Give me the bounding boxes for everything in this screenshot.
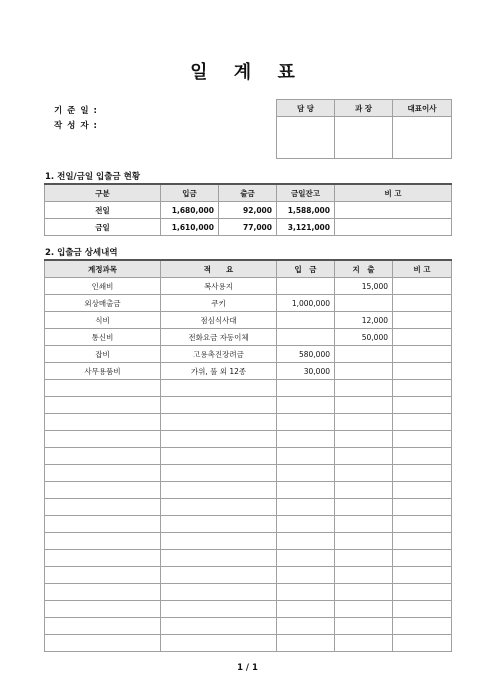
page-title: 일 계 표 xyxy=(190,62,305,83)
detail-cell-account[interactable] xyxy=(45,533,161,550)
detail-cell-description[interactable]: 쿠키 xyxy=(161,295,277,312)
detail-cell-deposit[interactable] xyxy=(277,482,335,499)
summary-cell-withdrawal: 92,000 xyxy=(219,202,277,219)
detail-cell-deposit[interactable] xyxy=(277,431,335,448)
detail-cell-description[interactable] xyxy=(161,465,277,482)
detail-cell-description[interactable]: 복사용지 xyxy=(161,278,277,295)
detail-header-deposit: 입 금 xyxy=(277,260,335,278)
detail-cell-expense[interactable] xyxy=(335,295,393,312)
summary-row xyxy=(45,219,452,236)
section1-title: 1. 전일/금일 입출금 현황 xyxy=(45,172,141,182)
detail-cell-account[interactable] xyxy=(45,448,161,465)
detail-cell-remarks[interactable] xyxy=(393,601,452,618)
summary-header-deposit: 입금 xyxy=(161,184,219,202)
detail-row xyxy=(45,363,452,380)
detail-cell-description[interactable] xyxy=(161,482,277,499)
detail-cell-expense[interactable]: 15,000 xyxy=(335,278,393,295)
detail-cell-expense[interactable] xyxy=(335,414,393,431)
detail-empty-row xyxy=(45,482,452,499)
detail-cell-remarks[interactable] xyxy=(393,295,452,312)
summary-cell-balance: 3,121,000 xyxy=(277,219,335,236)
detail-cell-account[interactable] xyxy=(45,567,161,584)
detail-cell-remarks[interactable] xyxy=(393,618,452,635)
detail-empty-row xyxy=(45,567,452,584)
summary-cell-remarks[interactable] xyxy=(335,219,452,236)
detail-empty-row xyxy=(45,635,452,652)
summary-cell-withdrawal: 77,000 xyxy=(219,219,277,236)
author-label: 작 성 자 : xyxy=(54,121,98,131)
detail-cell-account[interactable] xyxy=(45,499,161,516)
detail-cell-account[interactable]: 인쇄비 xyxy=(45,278,161,295)
detail-cell-remarks[interactable] xyxy=(393,550,452,567)
detail-cell-deposit[interactable] xyxy=(277,533,335,550)
detail-cell-account[interactable] xyxy=(45,414,161,431)
detail-cell-deposit[interactable] xyxy=(277,550,335,567)
detail-cell-remarks[interactable] xyxy=(393,346,452,363)
detail-header-remarks: 비 고 xyxy=(393,260,452,278)
detail-cell-account[interactable]: 외상매출금 xyxy=(45,295,161,312)
detail-cell-expense[interactable] xyxy=(335,567,393,584)
detail-cell-description[interactable] xyxy=(161,431,277,448)
detail-cell-remarks[interactable] xyxy=(393,329,452,346)
summary-cell-category: 금일 xyxy=(45,219,161,236)
detail-empty-row xyxy=(45,550,452,567)
summary-cell-balance: 1,588,000 xyxy=(277,202,335,219)
detail-cell-description[interactable]: 가위, 풀 외 12종 xyxy=(161,363,277,380)
detail-cell-description[interactable] xyxy=(161,499,277,516)
detail-cell-remarks[interactable] xyxy=(393,584,452,601)
detail-cell-deposit[interactable] xyxy=(277,312,335,329)
detail-cell-description[interactable] xyxy=(161,567,277,584)
section2-title: 2. 입출금 상세내역 xyxy=(45,248,118,258)
detail-cell-expense[interactable] xyxy=(335,584,393,601)
detail-empty-row xyxy=(45,499,452,516)
detail-cell-deposit[interactable] xyxy=(277,567,335,584)
detail-cell-expense[interactable] xyxy=(335,550,393,567)
detail-cell-account[interactable]: 식비 xyxy=(45,312,161,329)
detail-cell-description[interactable] xyxy=(161,635,277,652)
detail-cell-deposit[interactable] xyxy=(277,465,335,482)
detail-cell-remarks[interactable] xyxy=(393,363,452,380)
detail-cell-expense[interactable] xyxy=(335,635,393,652)
detail-empty-row xyxy=(45,601,452,618)
approval-sign-staff[interactable] xyxy=(277,117,335,159)
detail-cell-expense[interactable] xyxy=(335,516,393,533)
detail-cell-remarks[interactable] xyxy=(393,380,452,397)
approval-sign-ceo[interactable] xyxy=(393,117,452,159)
approval-header-staff: 담 당 xyxy=(277,100,335,117)
detail-cell-deposit[interactable] xyxy=(277,516,335,533)
detail-cell-deposit[interactable] xyxy=(277,499,335,516)
detail-cell-account[interactable] xyxy=(45,635,161,652)
detail-cell-expense[interactable] xyxy=(335,431,393,448)
detail-row xyxy=(45,312,452,329)
detail-cell-expense[interactable] xyxy=(335,618,393,635)
detail-cell-deposit[interactable] xyxy=(277,329,335,346)
detail-empty-row xyxy=(45,618,452,635)
detail-header-account: 계정과목 xyxy=(45,260,161,278)
detail-cell-expense[interactable] xyxy=(335,363,393,380)
detail-empty-row xyxy=(45,397,452,414)
detail-empty-row xyxy=(45,380,452,397)
date-label: 기 준 일 : xyxy=(54,106,98,116)
detail-cell-description[interactable] xyxy=(161,516,277,533)
detail-cell-expense[interactable] xyxy=(335,397,393,414)
detail-cell-expense[interactable] xyxy=(335,499,393,516)
detail-cell-deposit[interactable] xyxy=(277,618,335,635)
detail-empty-row xyxy=(45,516,452,533)
detail-cell-account[interactable] xyxy=(45,431,161,448)
detail-empty-row xyxy=(45,533,452,550)
detail-row xyxy=(45,295,452,312)
detail-cell-remarks[interactable] xyxy=(393,312,452,329)
summary-row xyxy=(45,202,452,219)
detail-cell-description[interactable] xyxy=(161,618,277,635)
detail-header-expense: 지 출 xyxy=(335,260,393,278)
detail-cell-expense[interactable] xyxy=(335,465,393,482)
detail-cell-description[interactable] xyxy=(161,601,277,618)
detail-cell-deposit[interactable]: 580,000 xyxy=(277,346,335,363)
detail-cell-remarks[interactable] xyxy=(393,516,452,533)
detail-cell-remarks[interactable] xyxy=(393,499,452,516)
summary-header-withdrawal: 출금 xyxy=(219,184,277,202)
detail-cell-account[interactable] xyxy=(45,584,161,601)
summary-cell-remarks[interactable] xyxy=(335,202,452,219)
detail-cell-account[interactable] xyxy=(45,550,161,567)
detail-cell-deposit[interactable]: 30,000 xyxy=(277,363,335,380)
detail-cell-deposit[interactable] xyxy=(277,414,335,431)
detail-cell-remarks[interactable] xyxy=(393,567,452,584)
detail-cell-account[interactable] xyxy=(45,380,161,397)
detail-cell-expense[interactable] xyxy=(335,533,393,550)
detail-empty-row xyxy=(45,584,452,601)
approval-header-manager: 과 장 xyxy=(335,100,393,117)
approval-sign-manager[interactable] xyxy=(335,117,393,159)
detail-cell-expense[interactable]: 12,000 xyxy=(335,312,393,329)
detail-cell-account[interactable] xyxy=(45,397,161,414)
detail-cell-deposit[interactable] xyxy=(277,601,335,618)
detail-cell-description[interactable]: 전화요금 자동이체 xyxy=(161,329,277,346)
detail-cell-account[interactable]: 통신비 xyxy=(45,329,161,346)
detail-cell-deposit[interactable] xyxy=(277,278,335,295)
summary-header-remarks: 비 고 xyxy=(335,184,452,202)
detail-cell-expense[interactable] xyxy=(335,346,393,363)
detail-table xyxy=(44,259,452,652)
detail-cell-description[interactable] xyxy=(161,584,277,601)
summary-cell-deposit: 1,610,000 xyxy=(161,219,219,236)
detail-empty-row xyxy=(45,448,452,465)
detail-cell-account[interactable]: 사무용품비 xyxy=(45,363,161,380)
detail-cell-remarks[interactable] xyxy=(393,448,452,465)
detail-cell-account[interactable] xyxy=(45,516,161,533)
detail-cell-description[interactable]: 점심식사대 xyxy=(161,312,277,329)
detail-cell-remarks[interactable] xyxy=(393,635,452,652)
detail-cell-account[interactable]: 잡비 xyxy=(45,346,161,363)
detail-cell-deposit[interactable] xyxy=(277,397,335,414)
approval-header-ceo: 대표이사 xyxy=(393,100,452,117)
detail-row xyxy=(45,278,452,295)
detail-cell-remarks[interactable] xyxy=(393,414,452,431)
detail-cell-account[interactable] xyxy=(45,601,161,618)
detail-cell-deposit[interactable] xyxy=(277,448,335,465)
detail-cell-account[interactable] xyxy=(45,618,161,635)
detail-empty-row xyxy=(45,465,452,482)
detail-cell-remarks[interactable] xyxy=(393,465,452,482)
detail-cell-expense[interactable]: 50,000 xyxy=(335,329,393,346)
detail-cell-expense[interactable] xyxy=(335,482,393,499)
detail-cell-remarks[interactable] xyxy=(393,431,452,448)
detail-row xyxy=(45,329,452,346)
detail-cell-remarks[interactable] xyxy=(393,482,452,499)
detail-cell-description[interactable]: 고용촉진장려금 xyxy=(161,346,277,363)
summary-header-category: 구분 xyxy=(45,184,161,202)
detail-cell-expense[interactable] xyxy=(335,601,393,618)
detail-cell-description[interactable] xyxy=(161,533,277,550)
detail-cell-deposit[interactable] xyxy=(277,635,335,652)
detail-cell-expense[interactable] xyxy=(335,380,393,397)
summary-cell-deposit: 1,680,000 xyxy=(161,202,219,219)
summary-table xyxy=(44,183,452,236)
detail-body xyxy=(45,278,452,652)
detail-cell-description[interactable] xyxy=(161,448,277,465)
detail-cell-remarks[interactable] xyxy=(393,533,452,550)
detail-cell-remarks[interactable] xyxy=(393,397,452,414)
page-number: 1 / 1 xyxy=(237,663,258,673)
detail-cell-deposit[interactable] xyxy=(277,380,335,397)
detail-header-description: 적 요 xyxy=(161,260,277,278)
detail-cell-deposit[interactable] xyxy=(277,584,335,601)
summary-header-balance: 금일잔고 xyxy=(277,184,335,202)
detail-cell-remarks[interactable] xyxy=(393,278,452,295)
detail-empty-row xyxy=(45,431,452,448)
detail-cell-deposit[interactable]: 1,000,000 xyxy=(277,295,335,312)
detail-cell-description[interactable] xyxy=(161,397,277,414)
detail-cell-expense[interactable] xyxy=(335,448,393,465)
approval-table xyxy=(276,99,452,159)
detail-cell-description[interactable] xyxy=(161,380,277,397)
detail-cell-account[interactable] xyxy=(45,482,161,499)
detail-cell-description[interactable] xyxy=(161,550,277,567)
detail-cell-description[interactable] xyxy=(161,414,277,431)
detail-cell-account[interactable] xyxy=(45,465,161,482)
summary-cell-category: 전일 xyxy=(45,202,161,219)
detail-row xyxy=(45,346,452,363)
detail-empty-row xyxy=(45,414,452,431)
